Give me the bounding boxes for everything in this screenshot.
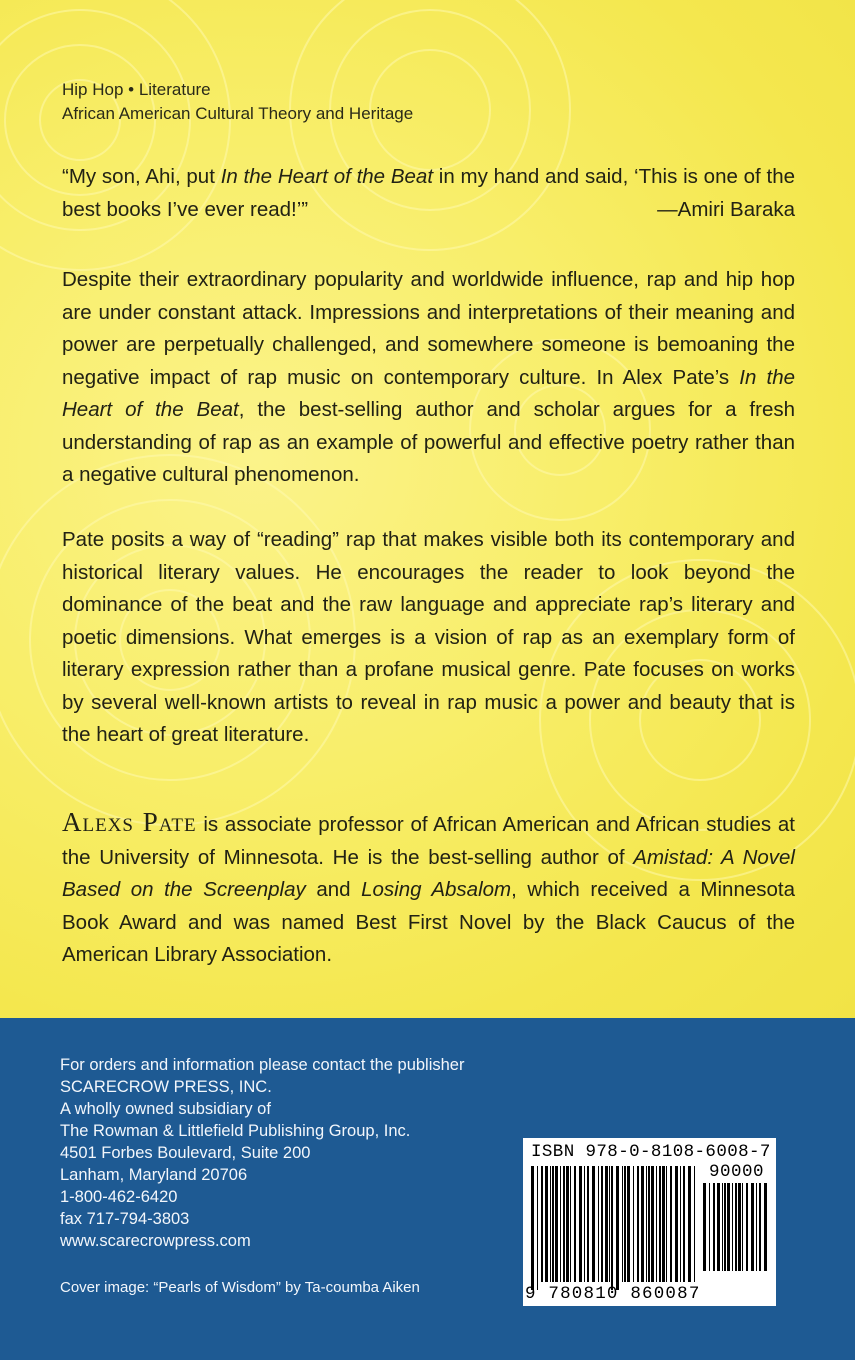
barcode-bar bbox=[680, 1166, 681, 1282]
quote-text-start: “My son, Ahi, put bbox=[62, 165, 221, 188]
barcode-bar bbox=[764, 1183, 767, 1271]
isbn-number: ISBN 978-0-8108-6008-7 bbox=[531, 1142, 771, 1162]
barcode-bar bbox=[724, 1183, 726, 1271]
barcode-bar bbox=[624, 1166, 626, 1282]
author-bio-text-end: , which received a Minnesota Book Award and was named Best First Novel by the Black Caucus of the American Library Association. bbox=[62, 878, 796, 966]
barcode-bar bbox=[552, 1166, 554, 1282]
publisher-contact-line: For orders and information please contact the publisher bbox=[60, 1056, 465, 1074]
barcode-bar bbox=[587, 1166, 589, 1282]
barcode-bar bbox=[666, 1166, 667, 1282]
author-name: Alexs Pate bbox=[62, 807, 197, 837]
barcode-bar bbox=[579, 1166, 582, 1282]
quote-book-title: In the Heart of the Beat bbox=[220, 165, 434, 188]
barcode-bar bbox=[683, 1166, 685, 1282]
barcode-bar bbox=[735, 1183, 737, 1271]
barcode-bar bbox=[570, 1166, 571, 1282]
barcode-bar bbox=[622, 1166, 623, 1282]
barcode-bar bbox=[605, 1166, 608, 1282]
barcode-bar bbox=[688, 1166, 691, 1282]
barcode-bar bbox=[545, 1166, 548, 1282]
barcode-bar bbox=[732, 1183, 733, 1271]
barcode-bar bbox=[633, 1166, 634, 1282]
barcode-bar bbox=[616, 1166, 619, 1290]
barcode-bar bbox=[659, 1166, 661, 1282]
barcode-bar bbox=[742, 1183, 743, 1271]
isbn-barcode bbox=[523, 1138, 776, 1306]
barcode-bar bbox=[566, 1166, 569, 1282]
barcode-bar bbox=[662, 1166, 665, 1282]
ean-digits: 9 780810 860087 bbox=[525, 1284, 701, 1304]
barcode-bar bbox=[555, 1166, 558, 1282]
barcode-bar bbox=[709, 1183, 710, 1271]
endorsement-quote bbox=[62, 161, 795, 226]
barcode-bar bbox=[611, 1166, 613, 1290]
barcode-bar bbox=[675, 1166, 678, 1282]
barcode-bar bbox=[713, 1183, 715, 1271]
barcode-bar bbox=[646, 1166, 647, 1282]
barcode-bar bbox=[727, 1183, 730, 1271]
barcode-bar bbox=[598, 1166, 599, 1282]
barcode-bar bbox=[722, 1183, 723, 1271]
author-book-1: Amistad: A Novel Based on the Screenplay bbox=[62, 845, 795, 901]
barcode-bar bbox=[746, 1183, 748, 1271]
author-book-2: Losing Absalom bbox=[361, 878, 512, 901]
barcode-bar bbox=[651, 1166, 654, 1282]
barcode-bar bbox=[694, 1166, 695, 1282]
barcode-bar bbox=[656, 1166, 657, 1282]
publisher-address-1: 4501 Forbes Boulevard, Suite 200 bbox=[60, 1144, 311, 1162]
barcode-bar bbox=[759, 1183, 761, 1271]
barcode-bar bbox=[584, 1166, 585, 1282]
description-paragraph-1 bbox=[62, 264, 795, 492]
barcode-bar bbox=[609, 1166, 610, 1282]
barcode-bar bbox=[751, 1183, 754, 1271]
subcategory-line: African American Cultural Theory and Heritage bbox=[62, 104, 414, 123]
publisher-fax: fax 717-794-3803 bbox=[60, 1210, 190, 1228]
ean-barcode-bars bbox=[531, 1166, 697, 1290]
barcode-bar bbox=[738, 1183, 741, 1271]
publisher-name: SCARECROW PRESS, INC. bbox=[60, 1078, 272, 1096]
publisher-website: www.scarecrowpress.com bbox=[60, 1232, 251, 1250]
barcode-bar bbox=[717, 1183, 720, 1271]
price-code: 90000 bbox=[709, 1162, 765, 1182]
publisher-band bbox=[0, 1018, 855, 1360]
description-1-text: Despite their extraordinary popularity and worldwide influence, rap and hip hop are under constant attack. Impressions and interpretations of their meaning and power are perpetually challenged, and somewhere someone is bemoaning the negative impact of rap music on contemporary culture. In Alex Pate’s bbox=[62, 268, 795, 389]
barcode-bar bbox=[537, 1166, 538, 1290]
barcode-bar bbox=[574, 1166, 576, 1282]
barcode-bar bbox=[703, 1183, 706, 1271]
barcode-bar bbox=[648, 1166, 650, 1282]
author-bio-conjunction: and bbox=[305, 878, 362, 901]
barcode-bar bbox=[756, 1183, 757, 1271]
barcode-bar bbox=[641, 1166, 644, 1282]
publisher-phone: 1-800-462-6420 bbox=[60, 1188, 178, 1206]
cover-image-credit: Cover image: “Pearls of Wisdom” by Ta-coumba Aiken bbox=[60, 1279, 420, 1296]
publisher-subsidiary-line: A wholly owned subsidiary of bbox=[60, 1100, 271, 1118]
barcode-bar bbox=[627, 1166, 630, 1282]
barcode-bar bbox=[637, 1166, 639, 1282]
description-1-text-end: , the best-selling author and scholar argues for a fresh understanding of rap as an example of powerful and effective poetry rather than a negative cultural phenomenon. bbox=[62, 398, 795, 486]
quote-text-end: in my hand and said, ‘This is one of the best books I’ve ever read!’” bbox=[62, 165, 796, 221]
barcode-bar bbox=[670, 1166, 672, 1282]
barcode-bar bbox=[560, 1166, 561, 1282]
description-1-book-title: In the Heart of the Beat bbox=[62, 365, 795, 421]
barcode-bar bbox=[601, 1166, 603, 1282]
publisher-parent: The Rowman & Littlefield Publishing Group, Inc. bbox=[60, 1122, 411, 1140]
addon-barcode-bars bbox=[703, 1183, 767, 1279]
quote-attribution: —Amiri Baraka bbox=[657, 197, 795, 221]
barcode-bar bbox=[531, 1166, 534, 1290]
barcode-bar bbox=[563, 1166, 565, 1282]
author-bio bbox=[62, 806, 795, 972]
author-bio-text: is associate professor of African American and African studies at the University of Minnesota. He is the best-selling author of bbox=[62, 813, 796, 869]
publisher-address-2: Lanham, Maryland 20706 bbox=[60, 1166, 248, 1184]
barcode-bar bbox=[592, 1166, 595, 1282]
description-paragraph-2: Pate posits a way of “reading” rap that makes visible both its contemporary and historical literary values. He encourages the reader to look beyond the dominance of the beat and the raw language and appreciate rap’s literary and poetic dimensions. What emerges is a vision of rap as an exemplary form of literary expression rather than a profane musical genre. Pate focuses on works by several well-known artists to reveal in rap music a power and beauty that is the heart of great literature. bbox=[62, 528, 795, 746]
barcode-bar bbox=[550, 1166, 551, 1282]
category-line: Hip Hop • Literature bbox=[62, 80, 211, 99]
barcode-bar bbox=[541, 1166, 543, 1282]
